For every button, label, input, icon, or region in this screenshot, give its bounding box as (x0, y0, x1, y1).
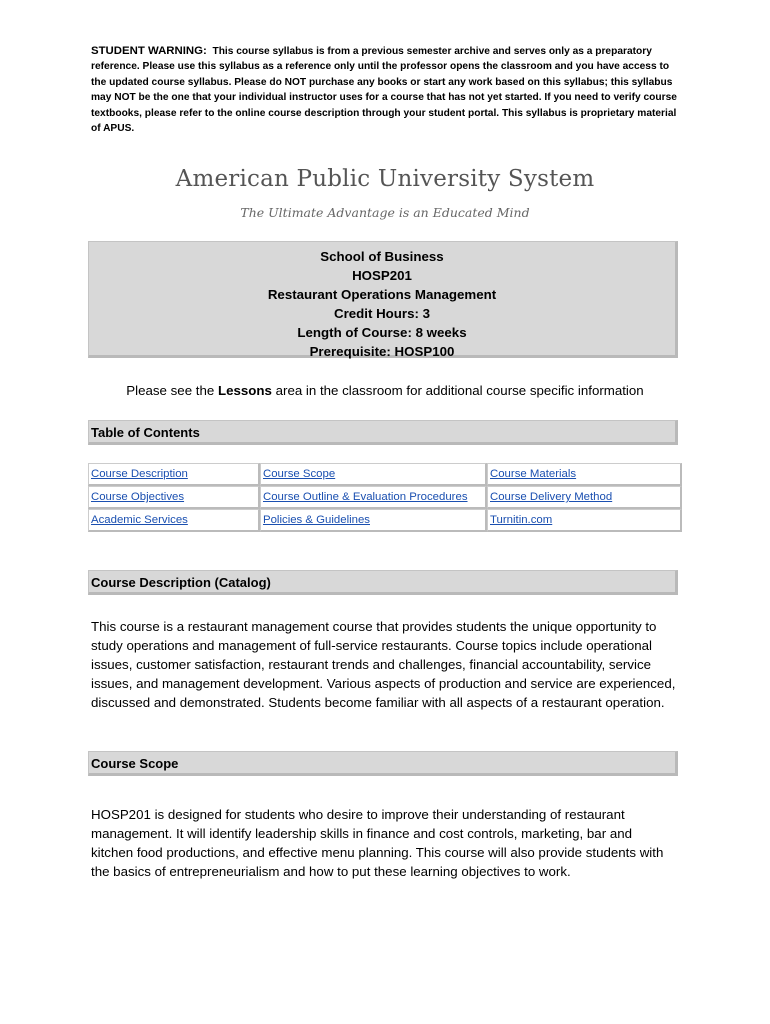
toc-link-course-materials[interactable]: Course Materials (490, 468, 577, 480)
course-description-body: This course is a restaurant management course that provides students the unique opportunity to study operations and management of full-service restaurants. Course topics include operational issues, customer satisfaction, restaurant trends and challenges, financial accountability, service issues, and management development. Various aspects of production and service are experienced, discussed and demonstrated. Students become familiar with all aspects of a restaurant operation. (91, 619, 676, 710)
toc-table (88, 463, 682, 532)
toc-cell (260, 486, 487, 509)
toc-cell (88, 509, 260, 532)
toc-link-academic-services[interactable]: Academic Services (91, 514, 188, 526)
university-tagline: The Ultimate Advantage is an Educated Mind (240, 205, 530, 220)
warning-lead: STUDENT WARNING: (91, 45, 207, 57)
toc-row (88, 509, 682, 532)
course-length: Length of Course: 8 weeks (297, 325, 467, 340)
school-name: School of Business (320, 249, 444, 264)
toc-heading: Table of Contents (88, 420, 678, 445)
toc-link-course-outline[interactable]: Course Outline & Evaluation Procedures (263, 491, 468, 503)
course-scope-heading: Course Scope (88, 751, 678, 776)
lessons-note-before: Please see the (126, 383, 218, 398)
toc-cell (88, 463, 260, 486)
course-scope-body: HOSP201 is designed for students who desire to improve their understanding of restaurant management. It will identify leadership skills in finance and cost controls, marketing, bar and kitchen food productions, and effective menu planning. This course will also provide students with the basics of entrepreneurialism and how to put these learning objectives to work. (91, 807, 664, 879)
lessons-note (0, 383, 770, 398)
toc-cell (487, 463, 682, 486)
toc-link-policies[interactable]: Policies & Guidelines (263, 514, 370, 526)
toc-link-course-delivery[interactable]: Course Delivery Method (490, 491, 613, 503)
toc-link-course-objectives[interactable]: Course Objectives (91, 491, 185, 503)
toc-row (88, 463, 682, 486)
toc-row (88, 486, 682, 509)
credit-hours: Credit Hours: 3 (333, 306, 431, 321)
toc-link-turnitin[interactable]: Turnitin.com (490, 514, 553, 526)
toc-link-course-description[interactable]: Course Description (91, 468, 188, 480)
toc-cell (260, 509, 487, 532)
prerequisite: Prerequisite: HOSP100 (309, 344, 455, 359)
toc-cell (487, 509, 682, 532)
lessons-note-bold: Lessons (217, 383, 272, 398)
toc-cell (88, 486, 260, 509)
university-name: American Public University System (175, 166, 595, 192)
course-description-heading: Course Description (Catalog) (88, 570, 678, 595)
toc-cell (260, 463, 487, 486)
course-info-box (88, 241, 678, 358)
warning-text: This course syllabus is from a previous semester archive and serves only as a preparatory reference. Please use this syllabus as a reference only until the professor opens the classroom and you have access to the updated course syllabus. Please do NOT purchase any books or start any work based on this syllabus; this syllabus may NOT be the one that your individual instructor uses for a course that has not yet started. If you need to verify course textbooks, please refer to the online course description through your student portal. This syllabus is proprietary material of APUS. (91, 46, 677, 135)
toc-link-course-scope[interactable]: Course Scope (263, 468, 336, 480)
toc-cell (487, 486, 682, 509)
course-code: HOSP201 (352, 268, 412, 283)
lessons-note-after: area in the classroom for additional course specific information (271, 383, 644, 398)
student-warning (91, 44, 681, 136)
course-title: Restaurant Operations Management (267, 287, 497, 302)
